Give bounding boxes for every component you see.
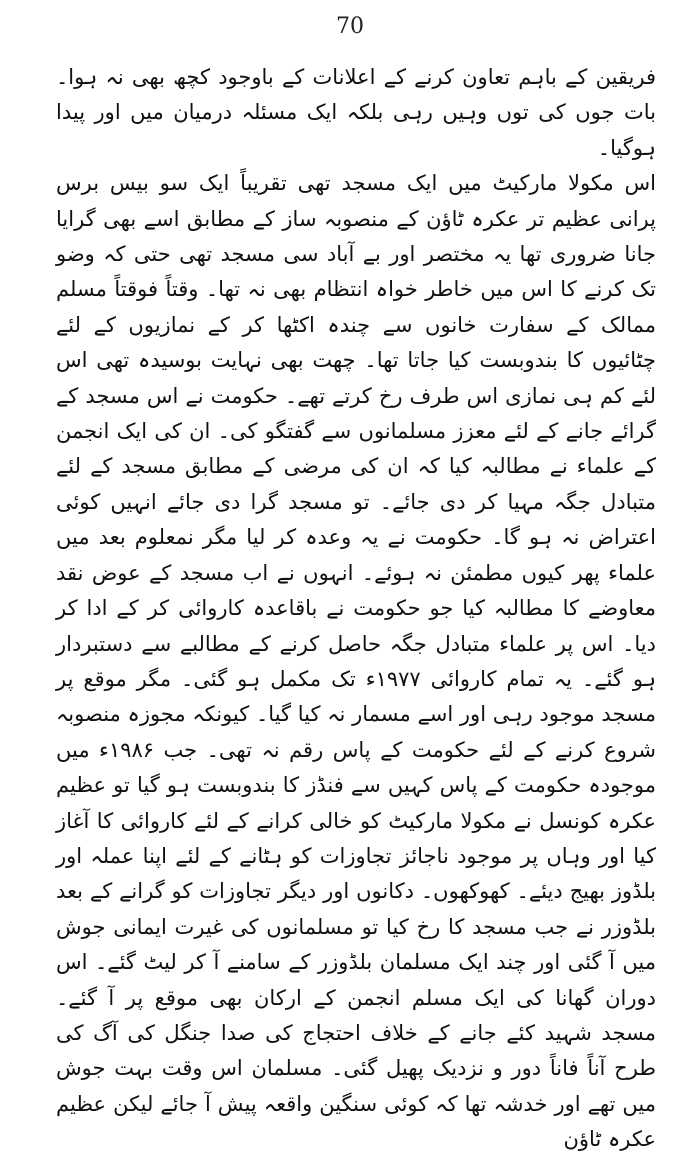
page-number: 70 <box>336 14 364 39</box>
paragraph: اس مکولا مارکیٹ میں ایک مسجد تھی تقریباً ایک سو بیس برس پرانی عظیم تر عکرہ ٹاؤن کے منصوبہ ساز کے مطابق اسے بھی گرایا جانا ضروری تھا یہ مختصر اور بے آباد سی مسجد تھی حتی کہ وضو تک کرنے کا اس میں خاطر خواہ انتظام بھی نہ تھا۔ وقتاً فوقتاً مسلم ممالک کے سفارت خانوں سے چندہ اکٹھا کر کے نمازیوں کے لئے چٹائیوں کا بندوبست کیا جاتا تھا۔ چھت بھی نہایت بوسیدہ تھی اس لئے کم ہی نمازی اس طرف رخ کرتے تھے۔ حکومت نے اس مسجد کے گرائے جانے کے لئے معزز مسلمانوں سے گفتگو کی۔ ان کی ایک انجمن کے علماء نے مطالبہ کیا کہ ان کی مرضی کے مطابق مسجد کے لئے متبادل جگہ مہیا کر دی جائے۔ تو مسجد گرا دی جائے انہیں کوئی اعتراض نہ ہو گا۔ حکومت نے یہ وعدہ کر لیا مگر نمعلوم بعد میں علماء پھر کیوں مطمئن نہ ہوئے۔ انہوں نے اب مسجد کے عوض نقد معاوضے کا مطالبہ کیا جو حکومت نے باقاعدہ کاروائی کر کے ادا کر دیا۔ اس پر علماء متبادل جگہ حاصل کرنے کے مطالبے سے دستبردار ہو گئے۔ یہ تمام کاروائی ۱۹۷۷ء تک مکمل ہو گئی۔ مگر موقع پر مسجد موجود رہی اور اسے مسمار نہ کیا گیا۔ کیونکہ مجوزہ منصوبہ شروع کرنے کے لئے حکومت کے پاس رقم نہ تھی۔ جب ۱۹۸۶ء میں موجودہ حکومت کے پاس کہیں سے فنڈز کا بندوبست ہو گیا تو عظیم عکرہ کونسل نے مکولا مارکیٹ کو خالی کرانے کے لئے کاروائی کا آغاز کیا اور وہاں پر موجود ناجائز تجاوزات کو ہٹانے کے لئے اپنا عملہ اور بلڈوز بھیج دیئے۔ کھوکھوں۔ دکانوں اور دیگر تجاوزات کو گرانے کے بعد بلڈوزر نے جب مسجد کا رخ کیا تو مسلمانوں کی غیرت ایمانی جوش میں آ گئی اور چند ایک مسلمان بلڈوزر کے سامنے آ کر لیٹ گئے۔ اس دوران گھانا کی ایک مسلم انجمن کے ارکان بھی موقع پر آ گئے۔ مسجد شہید کئے جانے کے خلاف احتجاج کی صدا جنگل کی آگ کی طرح آناً فاناً دور و نزدیک پھیل گئی۔ مسلمان اس وقت بہت جوش میں تھے اور خدشہ تھا کہ کوئی سنگین واقعہ پیش آ جائے لیکن عظیم عکرہ ٹاؤن <box>56 171 657 1152</box>
paragraph: فریقین کے باہم تعاون کرنے کے اعلانات کے باوجود کچھ بھی نہ ہوا۔ بات جوں کی توں وہیں رہی بلکہ ایک مسئلہ درمیان میں اور پیدا ہوگیا۔ <box>56 65 656 160</box>
body-text <box>56 60 656 1158</box>
